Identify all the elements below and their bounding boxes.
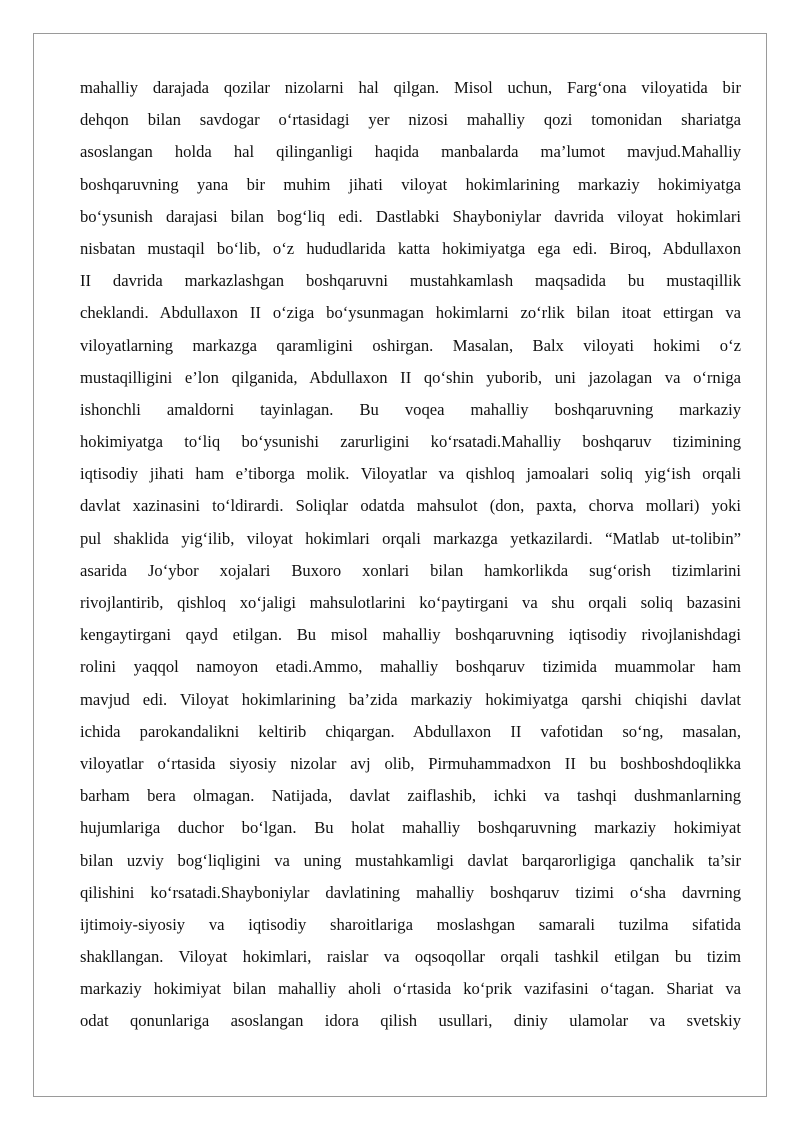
body-text xyxy=(80,72,741,1038)
text-line: viloyatlar o‘rtasida siyosiy nizolar avj olib, Pirmuhammadxon II bu boshboshdoqlikka xyxy=(80,753,741,773)
text-line: dehqon bilan savdogar o‘rtasidagi yer nizosi mahalliy qozi tomonidan shariatga xyxy=(80,110,741,130)
text-line: hujumlariga duchor bo‘lgan. Bu holat mahalliy boshqaruvning markaziy hokimiyat xyxy=(80,818,741,838)
text-line: mahalliy darajada qozilar nizolarni hal qilgan. Misol uchun, Farg‘ona viloyatida bir xyxy=(80,78,741,97)
text-line: nisbatan mustaqil bo‘lib, o‘z hududlarida katta hokimiyatga ega edi. Biroq, Abdullaxon xyxy=(80,238,741,258)
text-line: davlat xazinasini to‘ldirardi. Soliqlar odatda mahsulot (don, paxta, chorva mollari) yoki xyxy=(80,496,741,516)
text-line: bo‘ysunish darajasi bilan bog‘liq edi. Dastlabki Shayboniylar davrida viloyat hokimlari xyxy=(80,206,741,226)
text-line: markaziy hokimiyat bilan mahalliy aholi o‘rtasida ko‘prik vazifasini o‘tagan. Shariat va xyxy=(80,979,741,999)
text-line: iqtisodiy jihati ham e’tiborga molik. Viloyatlar va qishloq jamoalari soliq yig‘ish orqali xyxy=(80,464,741,484)
text-line: qilishini ko‘rsatadi.Shayboniylar davlatining mahalliy boshqaruv tizimi o‘sha davrning xyxy=(80,882,741,902)
text-line: cheklandi. Abdullaxon II o‘ziga bo‘ysunmagan hokimlarni zo‘rlik bilan itoat ettirgan va xyxy=(80,303,741,323)
text-line: barham bera olmagan. Natijada, davlat zaiflashib, ichki va tashqi dushmanlarning xyxy=(80,786,741,806)
text-line: kengaytirgani qayd etilgan. Bu misol mahalliy boshqaruvning iqtisodiy rivojlanishdagi xyxy=(80,625,741,645)
text-line: hokimiyatga to‘liq bo‘ysunishi zarurligini ko‘rsatadi.Mahalliy boshqaruv tizimining xyxy=(80,432,741,452)
text-line: asarida Jo‘ybor xojalari Buxoro xonlari bilan hamkorlikda sug‘orish tizimlarini xyxy=(80,560,741,580)
text-line: boshqaruvning yana bir muhim jihati viloyat hokimlarining markaziy hokimiyatga xyxy=(80,174,741,194)
text-line: viloyatlarning markazga qaramligini oshirgan. Masalan, Balx viloyati hokimi o‘z xyxy=(80,335,741,355)
text-line: rolini yaqqol namoyon etadi.Ammo, mahalliy boshqaruv tizimida muammolar ham xyxy=(80,657,741,677)
text-line: mustaqilligini e’lon qilganida, Abdullaxon II qo‘shin yuborib, uni jazolagan va o‘rniga xyxy=(80,367,741,387)
text-line: shakllangan. Viloyat hokimlari, raislar va oqsoqollar orqali tashkil etilgan bu tizim xyxy=(80,947,741,967)
text-line: ichida parokandalikni keltirib chiqargan. Abdullaxon II vafotidan so‘ng, masalan, xyxy=(80,721,741,741)
text-line: II davrida markazlashgan boshqaruvni mustahkamlash maqsadida bu mustaqillik xyxy=(80,271,741,291)
text-line: asoslangan holda hal qilinganligi haqida manbalarda ma’lumot mavjud.Mahalliy xyxy=(80,142,741,162)
text-line: mavjud edi. Viloyat hokimlarining ba’zida markaziy hokimiyatga qarshi chiqishi davlat xyxy=(80,689,741,709)
text-line: odat qonunlariga asoslangan idora qilish usullari, diniy ulamolar va svetskiy xyxy=(80,1011,741,1031)
text-line: ishonchli amaldorni tayinlagan. Bu voqea mahalliy boshqaruvning markaziy xyxy=(80,399,741,419)
text-line: bilan uzviy bog‘liqligini va uning mustahkamligi davlat barqarorligiga qanchalik ta’sir xyxy=(80,850,741,870)
text-line: ijtimoiy-siyosiy va iqtisodiy sharoitlariga moslashgan samarali tuzilma sifatida xyxy=(80,914,741,934)
text-line: pul shaklida yig‘ilib, viloyat hokimlari orqali markazga yetkazilardi. “Matlab ut-tolibin” xyxy=(80,528,741,548)
text-line: rivojlantirib, qishloq xo‘jaligi mahsulotlarini ko‘paytirgani va shu orqali soliq bazasini xyxy=(80,593,741,612)
